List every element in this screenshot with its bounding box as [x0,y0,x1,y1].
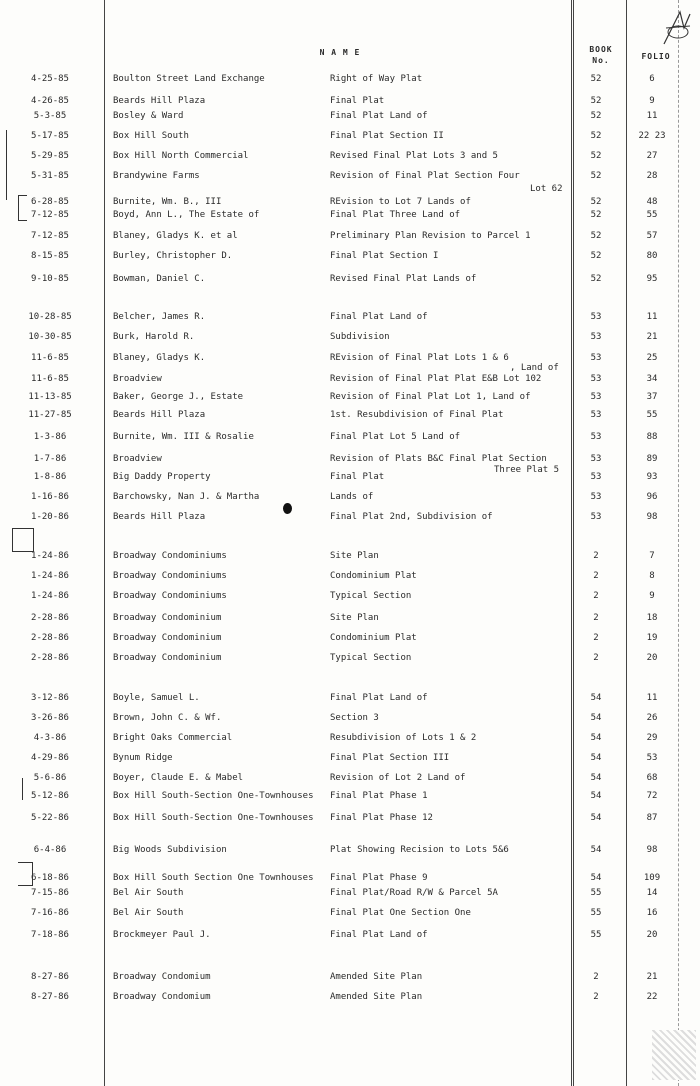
row-date: 5-6-86 [33,773,67,783]
row-date: 1-24-86 [31,551,69,561]
row-name: Broadway Condomium [113,972,211,982]
row-description: Final Plat One Section One [330,908,471,918]
row-name: Bright Oaks Commercial [113,733,233,743]
row-folio-number: 96 [646,492,658,502]
row-description: REvision to Lot 7 Lands of [330,197,471,207]
row-name: Baker, George J., Estate [113,392,244,402]
row-folio-number: 11 [646,312,658,322]
row-folio-number: 26 [646,713,658,723]
row-folio-number: 53 [646,753,658,763]
row-book-number: 2 [593,653,599,663]
ledger-row [0,930,700,946]
row-date: 2-28-86 [31,633,69,643]
row-description: Revised Final Plat Lots 3 and 5 [330,151,498,161]
row-folio-number: 48 [646,197,658,207]
row-date: 5-17-85 [31,131,69,141]
row-book-number: 2 [593,571,599,581]
row-description: Revision of Final Plat Lot 1, Land of [330,392,531,402]
ledger-row [0,693,700,709]
row-name: Brandywine Farms [113,171,200,181]
row-date: 5-31-85 [31,171,69,181]
row-book-number: 54 [590,733,602,743]
ledger-row [0,992,700,1008]
row-description: Typical Section [330,653,412,663]
row-folio-number: 22 [646,992,658,1002]
row-name: Box Hill North Commercial [113,151,249,161]
row-description: Condominium Plat [330,633,417,643]
row-description: Final Plat Phase 12 [330,813,433,823]
row-date: 3-12-86 [31,693,69,703]
row-description: Revision of Final Plat Plat E&B Lot 102 [330,374,542,384]
row-name: Broadview [113,454,162,464]
ledger-row [0,972,700,988]
ledger-row [0,274,700,290]
row-folio-number: 21 [646,332,658,342]
row-description: Final Plat Section II [330,131,444,141]
row-folio-number: 21 [646,972,658,982]
row-name: Boyd, Ann L., The Estate of [113,210,260,220]
row-folio-number: 55 [646,210,658,220]
row-name: Box Hill South [113,131,189,141]
row-book-number: 52 [590,197,602,207]
row-date: 10-30-85 [28,332,72,342]
row-date: 11-6-85 [31,374,69,384]
ledger-row [0,773,700,789]
note-three-plat-5: Three Plat 5 [494,465,560,475]
ledger-row [0,231,700,247]
row-name: Big Daddy Property [113,472,211,482]
row-book-number: 53 [590,432,602,442]
row-book-number: 2 [593,992,599,1002]
row-book-number: 54 [590,791,602,801]
row-book-number: 54 [590,713,602,723]
ledger-row [0,551,700,567]
row-date: 7-12-85 [31,210,69,220]
ledger-row [0,633,700,649]
row-book-number: 54 [590,693,602,703]
row-name: Box Hill South-Section One-Townhouses [113,813,314,823]
row-book-number: 53 [590,410,602,420]
row-name: Belcher, James R. [113,312,206,322]
row-name: Brown, John C. & Wf. [113,713,222,723]
row-description: Condominium Plat [330,571,417,581]
row-date: 7-16-86 [31,908,69,918]
row-book-number: 52 [590,96,602,106]
ledger-row [0,111,700,127]
margin-box-mark-2 [18,862,33,886]
ledger-row [0,210,700,226]
row-name: Beards Hill Plaza [113,410,206,420]
row-description: Final Plat Lot 5 Land of [330,432,461,442]
row-description: Site Plan [330,551,379,561]
row-date: 1-8-86 [33,472,67,482]
ledger-row [0,512,700,528]
ledger-row [0,713,700,729]
ledger-row [0,131,700,147]
row-description: Revision of Plats B&C Final Plat Section [330,454,547,464]
row-name: Beards Hill Plaza [113,96,206,106]
row-description: 1st. Resubdivision of Final Plat [330,410,504,420]
row-name: Big Woods Subdivision [113,845,227,855]
ledger-row [0,791,700,807]
row-book-number: 2 [593,591,599,601]
row-date: 1-24-86 [31,591,69,601]
name-column-header: N A M E [319,48,361,57]
note-land-of: , Land of [510,363,559,373]
ink-blot [283,503,292,514]
row-folio-number: 98 [646,512,658,522]
row-folio-number: 55 [646,410,658,420]
row-book-number: 52 [590,231,602,241]
row-folio-number: 37 [646,392,658,402]
ledger-row [0,171,700,187]
row-date: 7-15-86 [31,888,69,898]
row-name: Bel Air South [113,888,184,898]
row-name: Broadway Condominiums [113,591,227,601]
row-folio-number: 25 [646,353,658,363]
ledger-row [0,332,700,348]
row-description: Final Plat Land of [330,930,428,940]
row-folio-number: 68 [646,773,658,783]
row-date: 4-3-86 [33,733,67,743]
row-folio-number: 6 [649,74,655,84]
row-book-number: 52 [590,251,602,261]
row-folio-number: 20 [646,653,658,663]
row-description: Final Plat 2nd, Subdivision of [330,512,493,522]
folio-column-header: FOLIO [641,52,671,61]
row-name: Burk, Harold R. [113,332,195,342]
row-book-number: 54 [590,813,602,823]
row-name: Box Hill South Section One Townhouses [113,873,314,883]
row-book-number: 53 [590,454,602,464]
ledger-row [0,472,700,488]
handwritten-initials-mark [660,8,694,48]
row-book-number: 54 [590,845,602,855]
ledger-row [0,613,700,629]
row-date: 7-18-86 [31,930,69,940]
row-book-number: 52 [590,210,602,220]
row-name: Broadway Condominium [113,613,222,623]
row-folio-number: 109 [643,873,661,883]
row-description: Lands of [330,492,374,502]
row-folio-number: 72 [646,791,658,801]
row-date: 5-22-86 [31,813,69,823]
row-description: Resubdivision of Lots 1 & 2 [330,733,477,743]
row-description: Site Plan [330,613,379,623]
row-book-number: 55 [590,888,602,898]
row-name: Burnite, Wm. B., III [113,197,222,207]
row-folio-number: 11 [646,693,658,703]
row-book-number: 53 [590,492,602,502]
row-book-number: 2 [593,613,599,623]
row-book-number: 55 [590,930,602,940]
row-name: Broadway Condominium [113,633,222,643]
row-folio-number: 98 [646,845,658,855]
ledger-row [0,410,700,426]
row-book-number: 52 [590,151,602,161]
row-date: 1-16-86 [31,492,69,502]
row-date: 4-25-85 [31,74,69,84]
row-book-number: 2 [593,633,599,643]
ledger-row [0,733,700,749]
row-description: Final Plat/Road R/W & Parcel 5A [330,888,498,898]
row-folio-number: 7 [649,551,655,561]
row-date: 1-7-86 [33,454,67,464]
row-date: 4-26-85 [31,96,69,106]
row-description: Amended Site Plan [330,972,423,982]
row-name: Boyer, Claude E. & Mabel [113,773,244,783]
row-date: 10-28-85 [28,312,72,322]
corner-smudge [652,1030,696,1080]
ledger-row [0,312,700,328]
row-description: Final Plat Phase 1 [330,791,428,801]
ledger-row [0,432,700,448]
row-folio-number: 89 [646,454,658,464]
row-date: 6-18-86 [31,873,69,883]
margin-box-mark [12,528,34,552]
row-date: 11-6-85 [31,353,69,363]
row-folio-number: 9 [649,591,655,601]
row-name: Burnite, Wm. III & Rosalie [113,432,254,442]
row-book-number: 54 [590,753,602,763]
row-book-number: 53 [590,374,602,384]
row-date: 4-29-86 [31,753,69,763]
ledger-row [0,888,700,904]
row-date: 2-28-86 [31,613,69,623]
ledger-row [0,454,700,470]
row-folio-number: 20 [646,930,658,940]
row-name: Blaney, Gladys K. et al [113,231,238,241]
row-description: Typical Section [330,591,412,601]
row-date: 1-3-86 [33,432,67,442]
row-name: Bowman, Daniel C. [113,274,206,284]
row-name: Brockmeyer Paul J. [113,930,211,940]
row-description: Final Plat Phase 9 [330,873,428,883]
row-name: Broadway Condomium [113,992,211,1002]
row-date: 1-20-86 [31,512,69,522]
row-date: 9-10-85 [31,274,69,284]
ledger-row [0,653,700,669]
row-book-number: 2 [593,551,599,561]
row-name: Broadway Condominiums [113,551,227,561]
row-date: 11-27-85 [28,410,72,420]
row-description: Final Plat Land of [330,111,428,121]
row-name: Beards Hill Plaza [113,512,206,522]
ledger-row [0,374,700,390]
row-book-number: 53 [590,353,602,363]
row-name: Bosley & Ward [113,111,184,121]
ledger-row [0,251,700,267]
row-folio-number: 18 [646,613,658,623]
ledger-row [0,813,700,829]
row-book-number: 52 [590,274,602,284]
row-folio-number: 19 [646,633,658,643]
row-description: Right of Way Plat [330,74,423,84]
row-book-number: 55 [590,908,602,918]
row-folio-number: 87 [646,813,658,823]
row-folio-number: 16 [646,908,658,918]
row-date: 7-12-85 [31,231,69,241]
row-name: Blaney, Gladys K. [113,353,206,363]
row-folio-number: 95 [646,274,658,284]
margin-line-mark [6,130,7,200]
row-name: Bel Air South [113,908,184,918]
row-folio-number: 29 [646,733,658,743]
row-description: Revision of Lot 2 Land of [330,773,466,783]
row-folio-number: 27 [646,151,658,161]
row-book-number: 53 [590,312,602,322]
ledger-row [0,492,700,508]
row-description: Revision of Final Plat Section Four [330,171,520,181]
row-folio-number: 28 [646,171,658,181]
row-date: 2-28-86 [31,653,69,663]
ledger-row [0,96,700,112]
row-book-number: 52 [590,74,602,84]
row-book-number: 54 [590,873,602,883]
ledger-row [0,392,700,408]
margin-bracket-mark [18,195,27,221]
row-name: Broadview [113,374,162,384]
row-date: 6-28-85 [31,197,69,207]
row-folio-number: 57 [646,231,658,241]
row-book-number: 52 [590,171,602,181]
row-description: Plat Showing Recision to Lots 5&6 [330,845,509,855]
row-name: Bynum Ridge [113,753,173,763]
row-date: 5-3-85 [33,111,67,121]
row-date: 8-27-86 [31,992,69,1002]
row-description: REvision of Final Plat Lots 1 & 6 [330,353,509,363]
row-date: 1-24-86 [31,571,69,581]
row-folio-number: 34 [646,374,658,384]
row-name: Barchowsky, Nan J. & Martha [113,492,260,502]
row-date: 5-29-85 [31,151,69,161]
ledger-row [0,753,700,769]
row-date: 8-15-85 [31,251,69,261]
row-description: Subdivision [330,332,390,342]
row-folio-number: 88 [646,432,658,442]
row-description: Preliminary Plan Revision to Parcel 1 [330,231,531,241]
row-book-number: 53 [590,392,602,402]
row-book-number: 52 [590,111,602,121]
row-folio-number: 8 [649,571,655,581]
row-name: Boyle, Samuel L. [113,693,200,703]
row-folio-number: 22 23 [638,131,666,141]
row-name: Boulton Street Land Exchange [113,74,265,84]
book-column-header: BOOK No. [589,45,613,65]
row-date: 6-4-86 [33,845,67,855]
note-lot-62: Lot 62 [530,184,563,194]
row-folio-number: 80 [646,251,658,261]
row-description: Section 3 [330,713,379,723]
row-date: 11-13-85 [28,392,72,402]
row-description: Revised Final Plat Lands of [330,274,477,284]
margin-tick-mark [22,778,23,800]
ledger-row [0,845,700,861]
row-date: 5-12-86 [31,791,69,801]
ledger-row [0,74,700,90]
row-folio-number: 11 [646,111,658,121]
row-date: 3-26-86 [31,713,69,723]
row-description: Final Plat Section I [330,251,439,261]
row-description: Final Plat [330,472,385,482]
ledger-row [0,571,700,587]
ledger-row [0,908,700,924]
ledger-row [0,591,700,607]
ledger-row [0,151,700,167]
row-description: Final Plat Land of [330,693,428,703]
ledger-row [0,873,700,889]
row-name: Broadway Condominium [113,653,222,663]
row-description: Amended Site Plan [330,992,423,1002]
row-book-number: 2 [593,972,599,982]
row-description: Final Plat Section III [330,753,450,763]
row-folio-number: 14 [646,888,658,898]
row-book-number: 54 [590,773,602,783]
row-name: Broadway Condominiums [113,571,227,581]
row-description: Final Plat [330,96,385,106]
row-name: Burley, Christopher D. [113,251,233,261]
row-date: 8-27-86 [31,972,69,982]
ledger-row [0,353,700,369]
row-book-number: 53 [590,332,602,342]
row-folio-number: 93 [646,472,658,482]
row-name: Box Hill South-Section One-Townhouses [113,791,314,801]
row-book-number: 53 [590,512,602,522]
row-book-number: 52 [590,131,602,141]
row-book-number: 53 [590,472,602,482]
row-folio-number: 9 [649,96,655,106]
row-description: Final Plat Land of [330,312,428,322]
row-description: Final Plat Three Land of [330,210,461,220]
